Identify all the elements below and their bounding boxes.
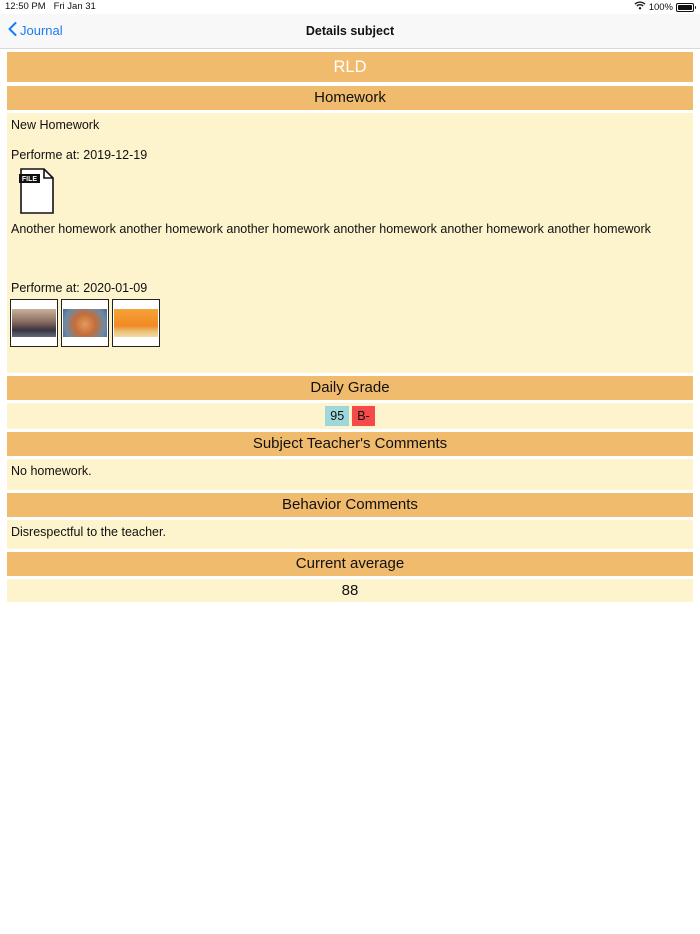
attachment-thumbnail-landscape[interactable] — [10, 299, 58, 347]
status-time: 12:50 PM — [5, 1, 46, 12]
file-icon[interactable] — [19, 167, 55, 218]
daily-grade-section — [7, 403, 693, 429]
homework-title: New Homework — [11, 118, 100, 132]
current-average-value: 88 — [7, 579, 693, 602]
attachment-thumbnail-cat[interactable] — [61, 299, 109, 347]
status-date: Fri Jan 31 — [53, 1, 96, 12]
battery-percent: 100% — [648, 1, 673, 13]
attachment-thumbnails — [10, 299, 160, 347]
homework-perform-date: Performe at: 2019-12-19 — [11, 148, 148, 162]
page-title: Details subject — [305, 24, 395, 38]
file-icon-label: FILE — [21, 176, 38, 184]
subject-details — [7, 52, 693, 605]
letter-grade-badge: B- — [352, 406, 375, 426]
teacher-comments-header: Subject Teacher's Comments — [7, 432, 693, 456]
teacher-comments-text: No homework. — [7, 459, 693, 490]
battery-fill — [678, 5, 692, 10]
score-badge: 95 — [325, 406, 349, 426]
navigation-bar — [0, 14, 700, 49]
homework-description: Another homework another homework another homework another homework another homework another homework — [11, 222, 651, 236]
back-button-label: Journal — [20, 23, 63, 38]
homework-section — [7, 113, 693, 373]
wifi-icon — [634, 1, 646, 13]
homework-header: Homework — [7, 86, 693, 110]
behavior-comments-header: Behavior Comments — [7, 493, 693, 517]
status-right — [634, 1, 694, 13]
status-time-date — [5, 1, 96, 12]
daily-grade-header: Daily Grade — [7, 376, 693, 400]
status-bar — [0, 0, 700, 14]
battery-icon — [676, 3, 694, 12]
attachment-thumbnail-desert[interactable] — [112, 299, 160, 347]
subject-header: RLD — [7, 52, 693, 82]
behavior-comments-text: Disrespectful to the teacher. — [7, 520, 693, 549]
homework-perform-date: Performe at: 2020-01-09 — [11, 281, 148, 295]
current-average-header: Current average — [7, 552, 693, 576]
